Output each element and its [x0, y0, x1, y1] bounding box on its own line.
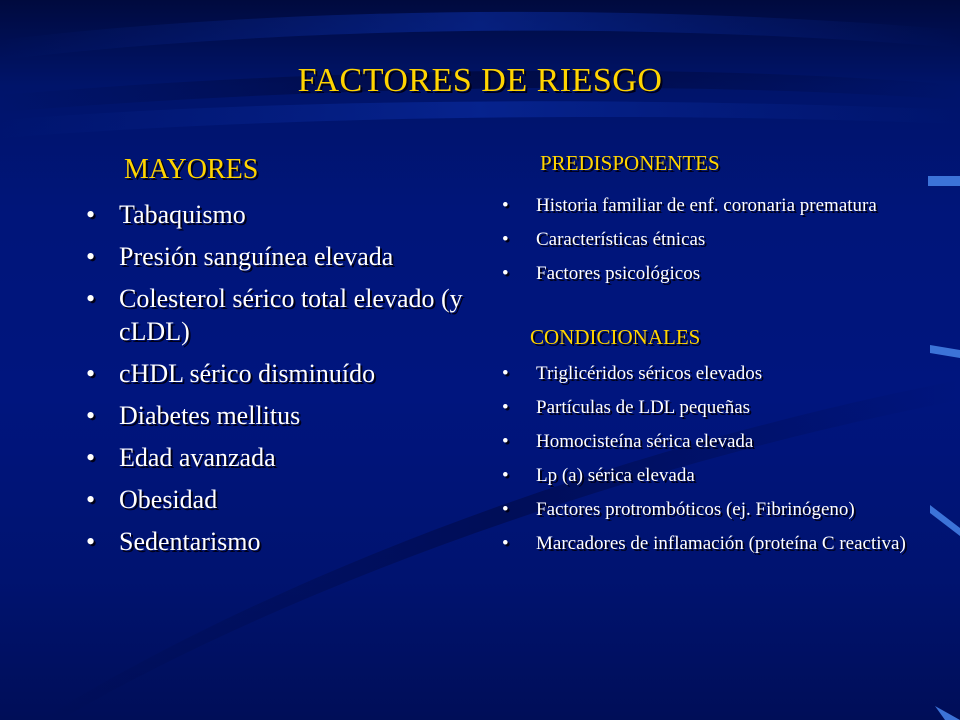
edge-accent: [930, 345, 960, 358]
list-item-text: Factores protrombóticos (ej. Fibrinógeno): [536, 499, 855, 520]
list-item-text: cHDL sérico disminuído: [119, 359, 376, 388]
list-item-text: Características étnicas: [536, 229, 706, 250]
list-item-text: Obesidad: [119, 485, 218, 514]
predisponentes-list: [502, 194, 902, 296]
list-item-text: Historia familiar de enf. coronaria prematura: [536, 195, 877, 216]
list-item: [502, 262, 902, 285]
list-item-text: Homocisteína sérica elevada: [536, 431, 754, 452]
bullet-icon: •: [502, 229, 509, 250]
list-item: [502, 464, 912, 487]
list-item-text: Factores psicológicos: [536, 263, 701, 284]
list-item-text: Sedentarismo: [119, 527, 261, 556]
list-item-text: Partículas de LDL pequeñas: [536, 397, 751, 418]
list-item: [86, 198, 476, 231]
list-item: [86, 525, 476, 558]
bullet-icon: •: [86, 200, 96, 229]
list-item-text: Marcadores de inflamación (proteína C reactiva): [536, 533, 906, 554]
slide-title: FACTORES DE RIESGO: [297, 62, 663, 99]
mayores-heading: MAYORES: [124, 154, 259, 185]
bullet-icon: •: [86, 485, 96, 514]
bullet-icon: •: [502, 397, 509, 418]
list-item: [502, 228, 902, 251]
list-item-text: Colesterol sérico total elevado (y cLDL): [119, 284, 463, 346]
edge-accent: [930, 505, 960, 536]
bullet-icon: •: [502, 363, 509, 384]
bullet-icon: •: [86, 443, 96, 472]
bullet-icon: •: [502, 499, 509, 520]
condicionales-heading: CONDICIONALES: [530, 325, 701, 349]
list-item-text: Tabaquismo: [119, 200, 246, 229]
list-item-text: Presión sanguínea elevada: [119, 242, 394, 271]
bullet-icon: •: [86, 242, 96, 271]
list-item: [86, 483, 476, 516]
bullet-icon: •: [502, 431, 509, 452]
bullet-icon: •: [86, 527, 96, 556]
list-item-text: Edad avanzada: [119, 443, 276, 472]
list-item: [502, 532, 912, 555]
bullet-icon: •: [86, 401, 96, 430]
list-item: [86, 357, 476, 390]
mayores-list: [86, 198, 476, 567]
list-item: [502, 194, 902, 217]
bullet-icon: •: [502, 465, 509, 486]
list-item-text: Lp (a) sérica elevada: [536, 465, 695, 486]
edge-accent: [935, 706, 960, 720]
bullet-icon: •: [86, 359, 96, 388]
list-item: [86, 282, 476, 348]
list-item: [502, 430, 912, 453]
bullet-icon: •: [502, 263, 509, 284]
bullet-icon: •: [502, 533, 509, 554]
list-item: [502, 498, 912, 521]
list-item-text: Diabetes mellitus: [119, 401, 301, 430]
condicionales-list: [502, 362, 912, 566]
list-item: [86, 399, 476, 432]
list-item: [502, 396, 912, 419]
list-item: [86, 240, 476, 273]
bullet-icon: •: [86, 284, 96, 313]
bullet-icon: •: [502, 195, 509, 216]
edge-accent: [928, 176, 960, 186]
predisponentes-heading: PREDISPONENTES: [540, 151, 720, 175]
list-item: [502, 362, 912, 385]
list-item-text: Triglicéridos séricos elevados: [536, 363, 763, 384]
list-item: [86, 441, 476, 474]
